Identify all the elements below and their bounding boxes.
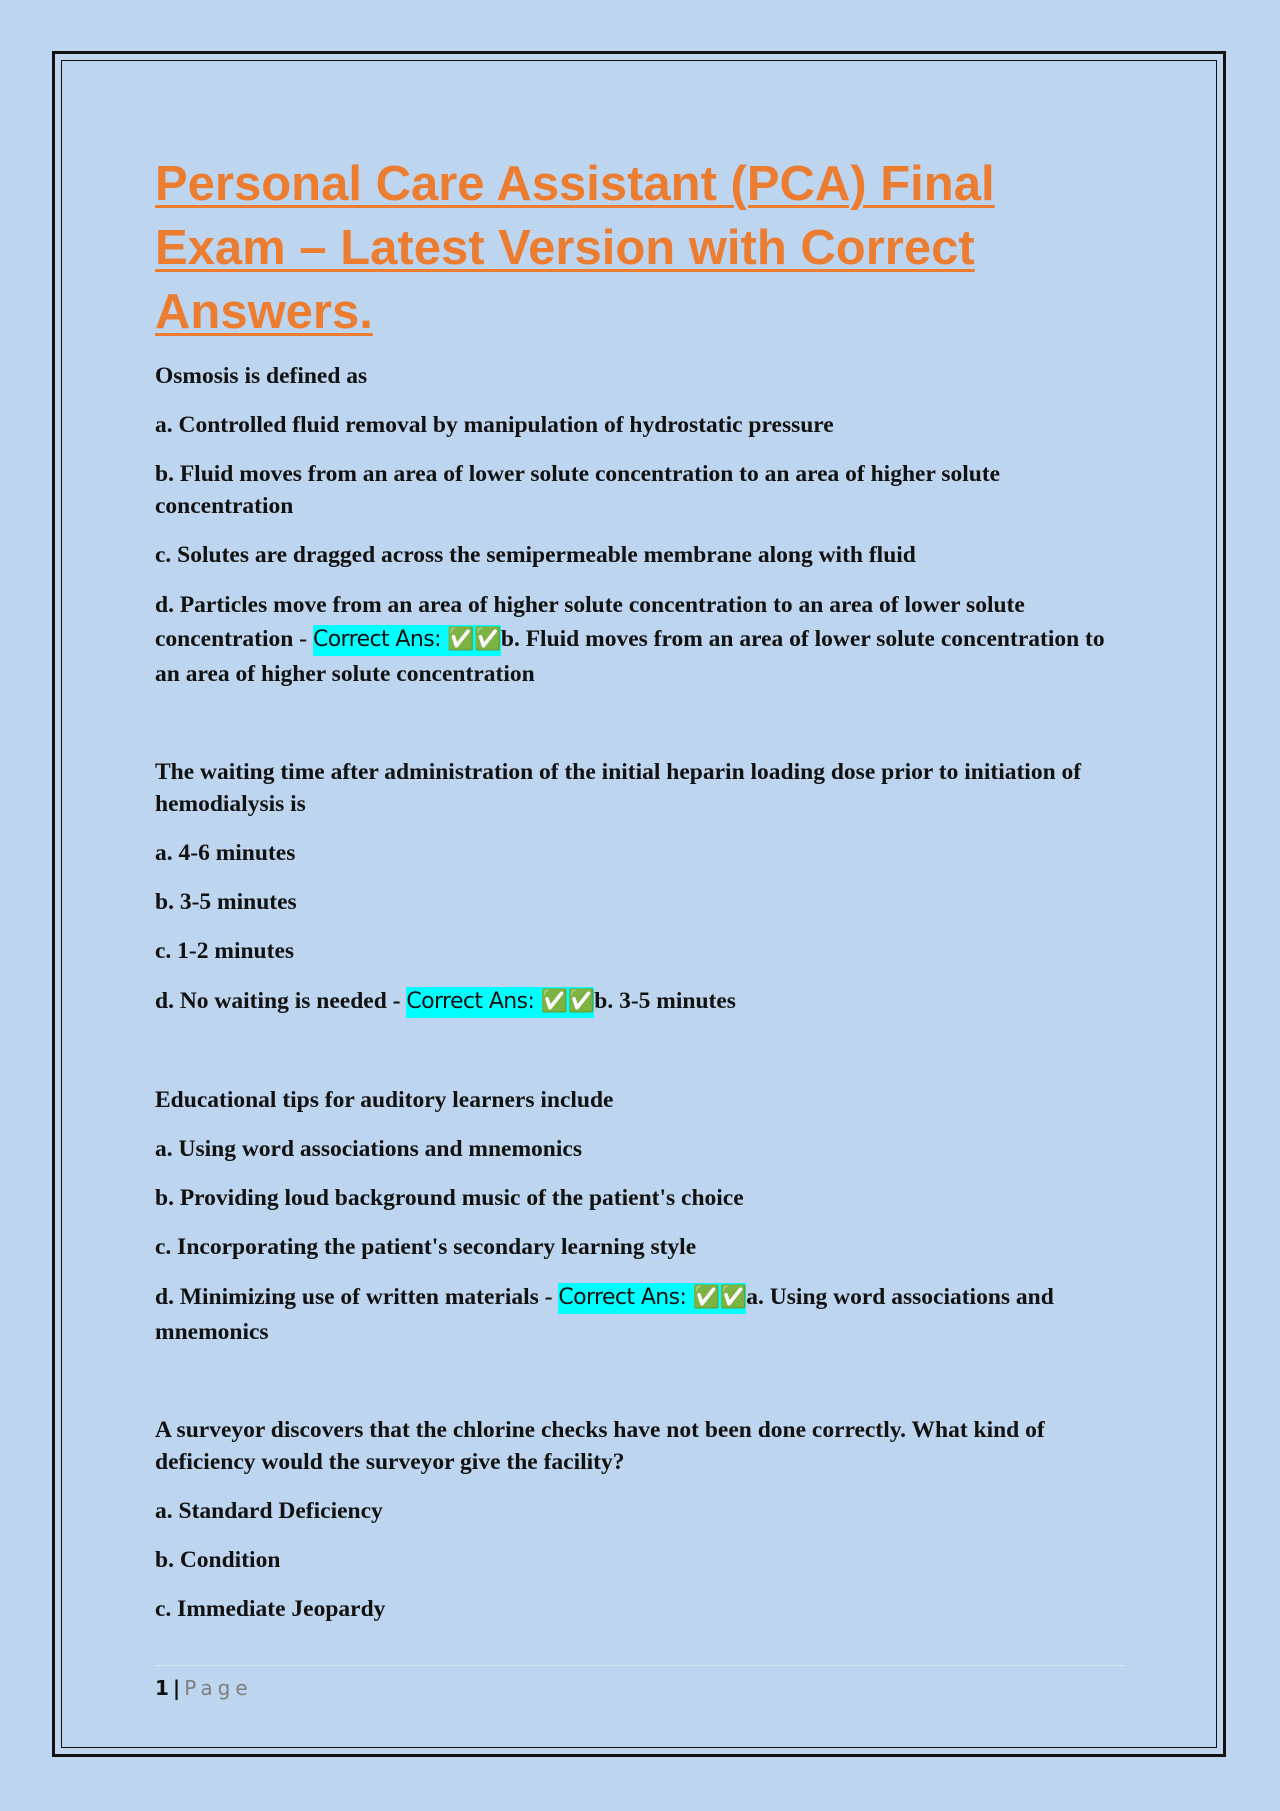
question-block-4 [155, 1414, 1125, 1625]
page-word: Page [184, 1676, 253, 1700]
option-d-with-answer [155, 1280, 1125, 1349]
option-b: b. Providing loud background music of the patient's choice [155, 1185, 744, 1211]
option-b: b. 3-5 minutes [155, 889, 297, 915]
spacer [155, 1036, 1125, 1084]
option-c: c. Immediate Jeopardy [155, 1596, 386, 1622]
option-d: d. Minimizing use of written materials - [155, 1284, 559, 1310]
spacer [155, 1366, 1125, 1414]
question-text: The waiting time after administration of the initial heparin loading dose prior to initiation of hemodialysis is [155, 759, 1082, 817]
correct-answer-text: b. Fluid moves from an area of lower solute concentration to an area of higher solute concentration [155, 626, 1105, 687]
page-footer [155, 1665, 1125, 1700]
question-block-2 [155, 756, 1125, 1019]
question-block-1 [155, 360, 1125, 691]
option-d: d. No waiting is needed - [155, 988, 407, 1014]
question-text: A surveyor discovers that the chlorine checks have not been done correctly. What kind of deficiency would the surveyor give the facility? [155, 1417, 1045, 1475]
footer-separator: | [172, 1676, 181, 1700]
option-d: d. Particles move from an area of higher solute concentration to an area of lower solute concentration - [155, 592, 1025, 652]
document-title: Personal Care Assistant (PCA) Final Exam – Latest Version with Correct Answers. [155, 157, 995, 339]
option-b: b. Fluid moves from an area of lower solute concentration to an area of higher solute concentration [155, 461, 1001, 519]
option-b: b. Condition [155, 1547, 281, 1573]
page-number: 1 [155, 1676, 169, 1700]
option-d-with-answer [155, 984, 1125, 1019]
option-d-with-answer [155, 588, 1125, 691]
option-a: a. Using word associations and mnemonics [155, 1136, 582, 1162]
correct-answer-label: Correct Ans: ✅✅ [558, 1283, 746, 1314]
correct-answer-text: a. Using word associations and mnemonics [155, 1284, 1054, 1345]
document-body [155, 152, 1125, 1642]
option-a: a. 4-6 minutes [155, 840, 296, 866]
option-a: a. Standard Deficiency [155, 1498, 383, 1524]
option-c: c. Incorporating the patient's secondary learning style [155, 1234, 697, 1260]
question-block-3 [155, 1084, 1125, 1349]
spacer [155, 708, 1125, 756]
correct-answer-label: Correct Ans: ✅✅ [313, 625, 501, 656]
option-a: a. Controlled fluid removal by manipulation of hydrostatic pressure [155, 412, 834, 438]
question-text: Osmosis is defined as [155, 363, 368, 389]
correct-answer-text: b. 3-5 minutes [594, 988, 736, 1014]
option-c: c. 1-2 minutes [155, 938, 295, 964]
question-text: Educational tips for auditory learners include [155, 1087, 614, 1113]
option-c: c. Solutes are dragged across the semipermeable membrane along with fluid [155, 542, 916, 568]
correct-answer-label: Correct Ans: ✅✅ [406, 987, 594, 1018]
